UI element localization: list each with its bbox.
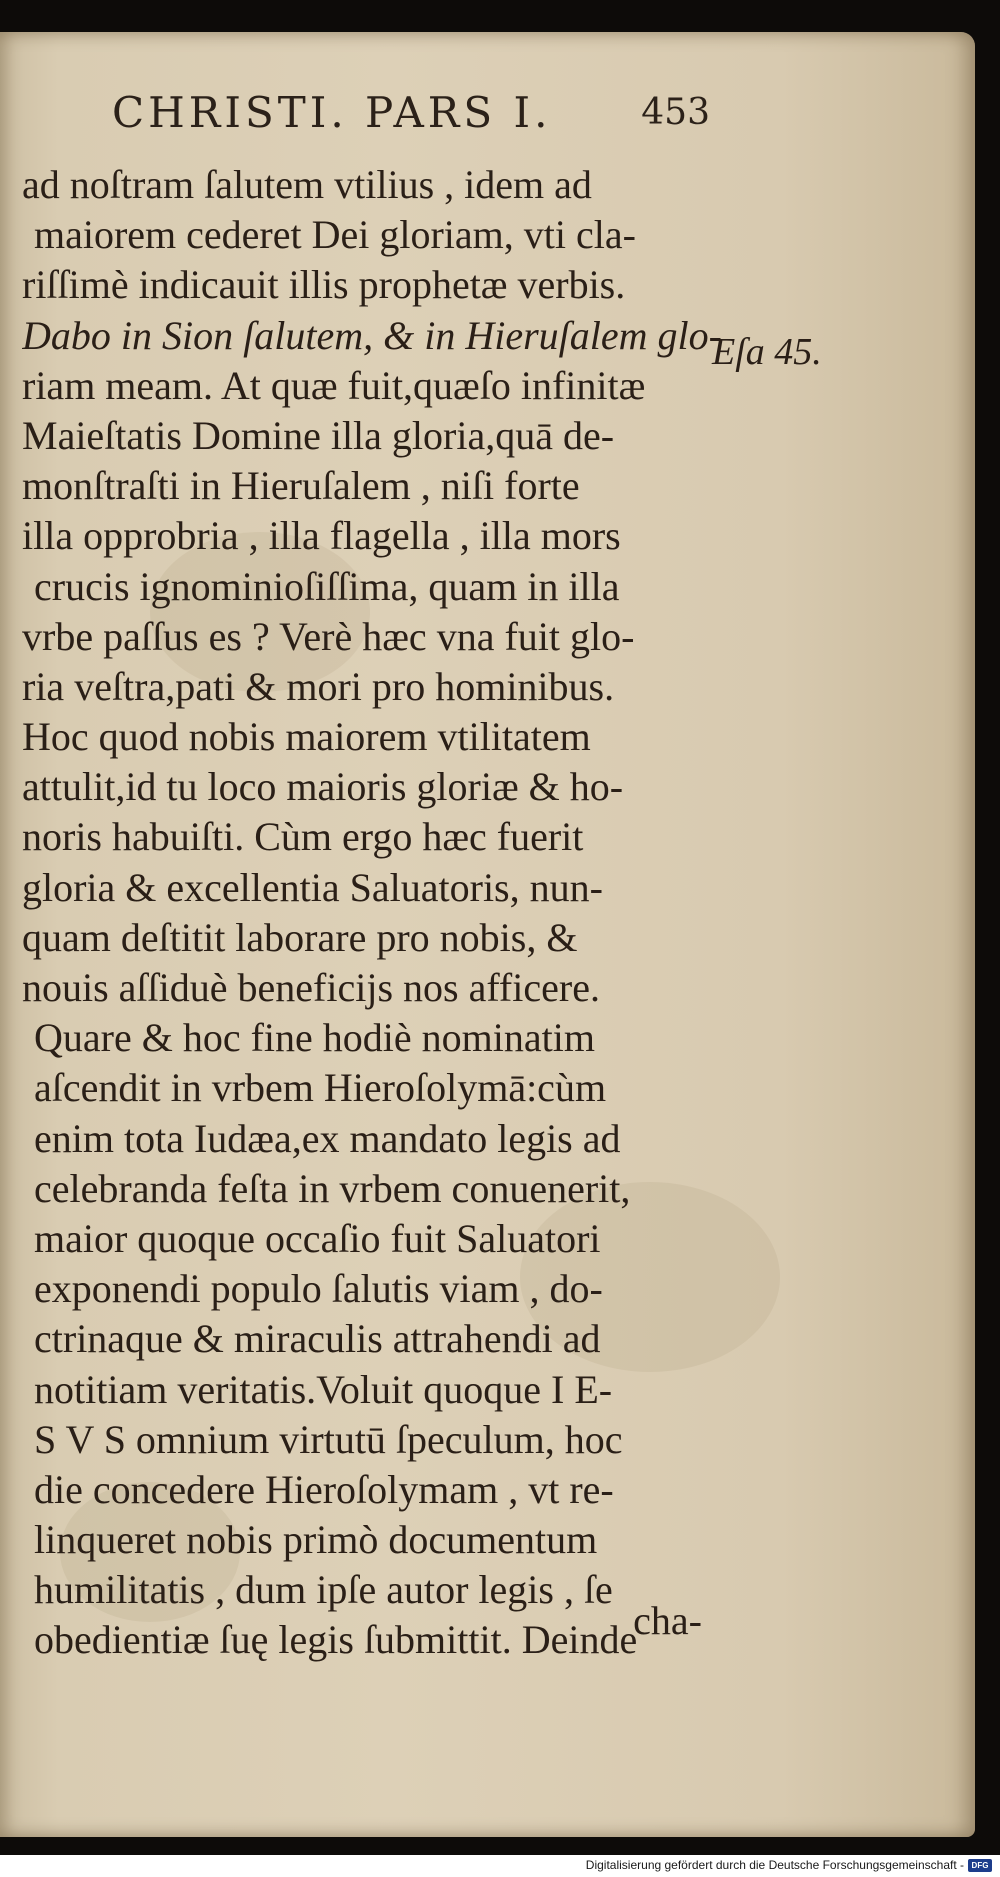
text-line: riam meam. At quæ fuit,quæſo infinitæ xyxy=(22,362,646,408)
text-line: quam deſtitit laborare pro nobis, & xyxy=(22,914,578,960)
text-line: aſcendit in vrbem Hieroſolymā:cùm xyxy=(34,1065,607,1111)
text-line: nouis aſſiduè beneficijs nos afficere. xyxy=(22,965,600,1010)
text-line: celebranda feſta in vrbem conuenerit, xyxy=(34,1165,631,1211)
text-line: maior quoque occaſio fuit Saluatori xyxy=(34,1215,601,1261)
text-block xyxy=(22,160,722,1666)
text-line: vrbe paſſus es ? Verè hæc vna fuit glo- xyxy=(22,613,635,659)
text-line: attulit,id tu loco maioris gloriæ & ho- xyxy=(22,764,624,810)
text-line: linqueret nobis primò documentum xyxy=(34,1517,598,1563)
text-line: Dabo in Sion ſalutem, & in Hieruſalem glo- xyxy=(22,312,722,358)
text-line: crucis ignominioſiſſima, quam in illa xyxy=(34,563,620,609)
text-line: ctrinaque & miraculis attrahendi ad xyxy=(34,1316,601,1362)
funding-credit: Digitalisierung gefördert durch die Deutsche Forschungsgemeinschaft - xyxy=(585,1858,964,1872)
text-line: Quare & hoc fine hodiè nominatim xyxy=(34,1015,595,1061)
text-line: exponendi populo ſalutis viam , do- xyxy=(34,1266,603,1312)
page-number: 453 xyxy=(641,92,710,133)
digitization-footer xyxy=(0,1855,1000,1877)
running-title: CHRISTI. PARS I. xyxy=(112,88,552,137)
text-line: gloria & excellentia Saluatoris, nun- xyxy=(22,864,603,910)
text-line: enim tota Iudæa,ex mandato legis ad xyxy=(34,1115,621,1161)
catchword: cha- xyxy=(633,1598,702,1643)
running-header xyxy=(100,88,710,148)
text-line: S V S omnium virtutū ſpeculum, hoc xyxy=(34,1416,623,1462)
text-line: maiorem cederet Dei gloriam, vti cla- xyxy=(34,212,636,258)
text-line: Hoc quod nobis maiorem vtilitatem xyxy=(22,714,591,760)
text-line: ad noſtram ſalutem vtilius , idem ad xyxy=(22,162,592,207)
text-line: monſtraſti in Hieruſalem , niſi forte xyxy=(22,463,580,509)
text-line: noris habuiſti. Cùm ergo hæc fuerit xyxy=(22,814,584,860)
dfg-logo-icon: DFG xyxy=(968,1859,992,1872)
marginal-note: Eſa 45. xyxy=(712,331,822,373)
text-line: humilitatis , dum ipſe autor legis , ſe xyxy=(34,1567,613,1613)
text-line: Maieſtatis Domine illa gloria,quā de- xyxy=(22,412,615,458)
text-line: riſſimè indicauit illis prophetæ verbis. xyxy=(22,262,626,308)
text-line: illa opprobria , illa flagella , illa mors xyxy=(22,513,621,559)
text-line: ria veſtra,pati & mori pro hominibus. xyxy=(22,663,615,709)
text-line: notitiam veritatis.Voluit quoque I E- xyxy=(34,1366,613,1412)
text-line: die concedere Hieroſolymam , vt re- xyxy=(34,1466,614,1512)
text-line: obedientiæ ſuę legis ſubmittit. Deinde xyxy=(34,1617,638,1663)
